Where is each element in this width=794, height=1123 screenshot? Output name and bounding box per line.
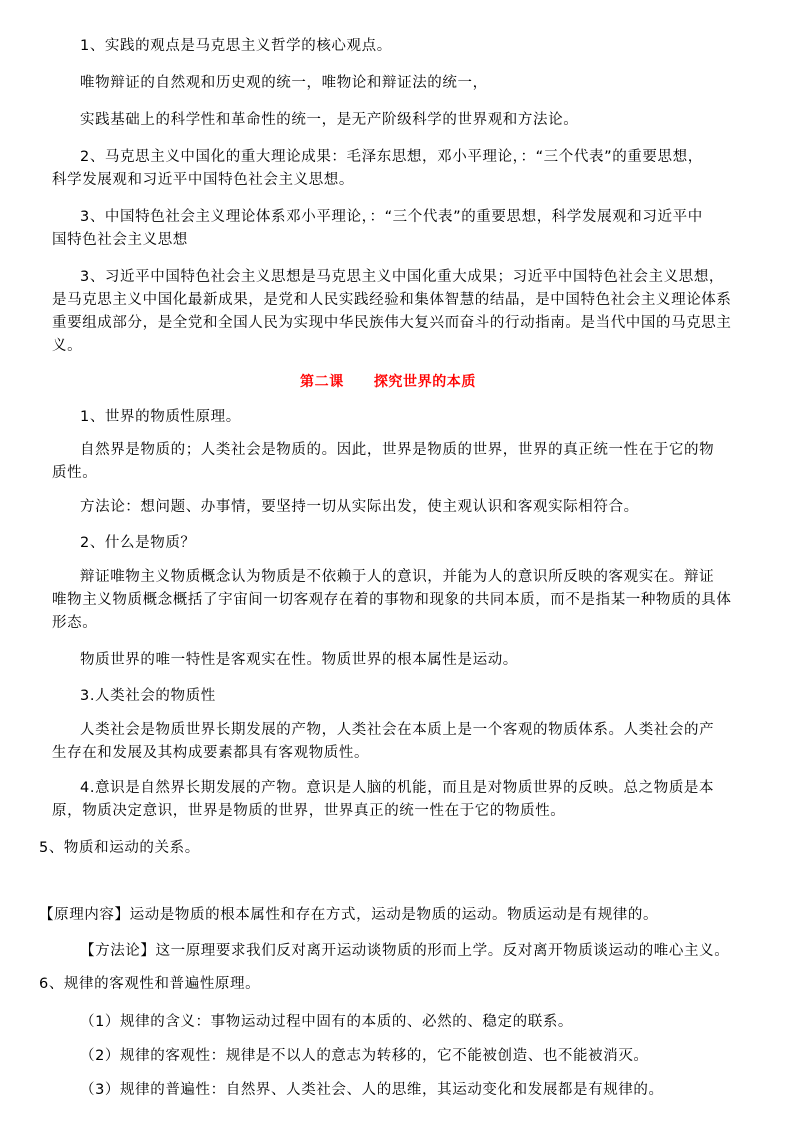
section-matter-motion: 5、物质和运动的关系。 bbox=[39, 840, 200, 856]
paragraph-unity-science-revolution: 实践基础上的科学性和革命性的统一，是无产阶级科学的世界观和方法论。 bbox=[80, 112, 579, 128]
section-human-society: 3.人类社会的物质性 bbox=[80, 688, 216, 704]
lesson-title: 探究世界的本质 bbox=[373, 374, 477, 390]
paragraph-methodology-motion: 【方法论】这一原理要求我们反对离开运动谈物质的形而上学。反对离开物质谈运动的唯心主义。 bbox=[80, 943, 730, 959]
paragraph-theory-results-line2: 科学发展观和习近平中国特色社会主义思想。 bbox=[52, 172, 354, 188]
paragraph-theory-system-line2: 国特色社会主义思想 bbox=[52, 232, 188, 248]
paragraph-matter-concept-line3: 形态。 bbox=[52, 615, 98, 631]
paragraph-human-society-line1: 人类社会是物质世界长期发展的产物，人类社会在本质上是一个客观的物质体系。人类社会的产 bbox=[80, 722, 715, 738]
lesson-heading bbox=[300, 372, 476, 392]
paragraph-nature-material-line1: 自然界是物质的；人类社会是物质的。因此，世界是物质的世界，世界的真正统一性在于它的物 bbox=[80, 442, 715, 458]
paragraph-methodology: 方法论：想问题、办事情，要坚持一切从实际出发，使主观认识和客观实际相符合。 bbox=[80, 499, 639, 515]
paragraph-unique-property: 物质世界的唯一特性是客观实在性。物质世界的根本属性是运动。 bbox=[80, 652, 518, 668]
paragraph-principle-content: 【原理内容】运动是物质的根本属性和存在方式，运动是物质的运动。物质运动是有规律的。 bbox=[39, 907, 659, 923]
paragraph-unity-nature-history: 唯物辩证的自然观和历史观的统一，唯物论和辩证法的统一， bbox=[80, 75, 488, 91]
paragraph-xi-thought-line3: 重要组成部分，是全党和全国人民为实现中华民族伟大复兴而奋斗的行动指南。是当代中国的马克思主 bbox=[52, 315, 732, 331]
paragraph-matter-concept-line1: 辩证唯物主义物质概念认为物质是不依赖于人的意识，并能为人的意识所反映的客观实在。辩证 bbox=[80, 569, 715, 585]
paragraph-practice-viewpoint: 1、实践的观点是马克思主义哲学的核心观点。 bbox=[80, 38, 392, 54]
section-what-is-matter: 2、什么是物质？ bbox=[80, 535, 196, 551]
paragraph-nature-material-line2: 质性。 bbox=[52, 465, 98, 481]
paragraph-matter-concept-line2: 唯物主义物质概念概括了宇宙间一切客观存在着的事物和现象的共同本质，而不是指某一种物质的具体 bbox=[52, 592, 732, 608]
paragraph-xi-thought-line1: 3、习近平中国特色社会主义思想是马克思主义中国化重大成果；习近平中国特色社会主义思想， bbox=[80, 269, 725, 285]
paragraph-theory-system-line1: 3、中国特色社会主义理论体系邓小平理论，：“三个代表”的重要思想，科学发展观和习近平中 bbox=[80, 209, 703, 225]
item-law-universality: （3）规律的普遍性：自然界、人类社会、人的思维，其运动变化和发展都是有规律的。 bbox=[80, 1082, 664, 1098]
lesson-number: 第二课 bbox=[300, 374, 344, 390]
paragraph-theory-results-line1: 2、马克思主义中国化的重大理论成果：毛泽东思想，邓小平理论，：“三个代表”的重要思想， bbox=[80, 149, 703, 165]
paragraph-xi-thought-line2: 是马克思主义中国化最新成果，是党和人民实践经验和集体智慧的结晶，是中国特色社会主义理论体系 bbox=[52, 292, 732, 308]
section-law-objectivity: 6、规律的客观性和普遍性原理。 bbox=[39, 976, 261, 992]
paragraph-consciousness-line1: 4.意识是自然界长期发展的产物。意识是人脑的机能，而且是对物质世界的反映。总之物质是本 bbox=[80, 780, 715, 796]
paragraph-consciousness-line2: 原，物质决定意识，世界是物质的世界，世界真正的统一性在于它的物质性。 bbox=[52, 803, 566, 819]
paragraph-xi-thought-line4: 义。 bbox=[52, 338, 83, 354]
section-material-world: 1、世界的物质性原理。 bbox=[80, 409, 241, 425]
paragraph-human-society-line2: 生存在和发展及其构成要素都具有客观物质性。 bbox=[52, 745, 370, 761]
item-law-objectivity: （2）规律的客观性：规律是不以人的意志为转移的，它不能被创造、也不能被消灭。 bbox=[80, 1048, 649, 1064]
item-law-meaning: （1）规律的含义：事物运动过程中固有的本质的、必然的、稳定的联系。 bbox=[80, 1014, 574, 1030]
